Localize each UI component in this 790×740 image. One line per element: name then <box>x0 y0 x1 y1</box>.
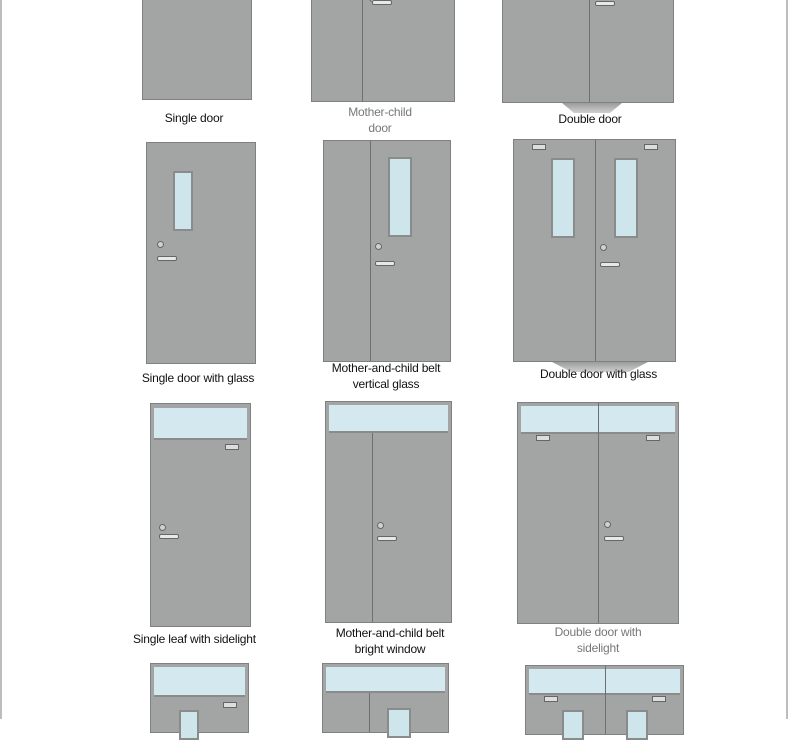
caption-double-door-sidelight-l1: Double door with <box>554 625 642 639</box>
double-door-glass-image <box>513 139 676 362</box>
caption-single-door: Single door <box>164 111 224 125</box>
single-door-transom-glass-image <box>150 663 249 733</box>
mother-child-door-image <box>311 0 455 102</box>
mother-child-transom-glass-image <box>322 663 449 733</box>
caption-mother-child-vertical-l2: vertical glass <box>352 377 420 391</box>
double-door-sidelight-image <box>517 402 679 624</box>
single-door-image <box>142 0 252 100</box>
caption-double-door: Double door <box>558 112 622 126</box>
single-leaf-sidelight-image <box>150 403 251 627</box>
caption-double-door-sidelight-l2: sidelight <box>576 641 620 655</box>
caption-mother-child-bright-l1: Mother-and-child belt <box>335 626 445 640</box>
double-door-transom-glass-image <box>525 665 684 735</box>
single-door-glass-image <box>146 142 256 364</box>
mother-child-vertical-glass-image <box>323 140 451 362</box>
caption-mother-child-door-l1: Mother-child <box>348 105 412 119</box>
caption-mother-child-vertical-l1: Mother-and-child belt <box>331 361 441 375</box>
caption-single-door-glass: Single door with glass <box>141 371 255 385</box>
caption-double-door-glass: Double door with glass <box>540 367 658 381</box>
double-door-image <box>502 0 674 103</box>
mother-child-bright-window-image <box>325 401 452 623</box>
caption-mother-child-bright-l2: bright window <box>354 642 426 656</box>
caption-single-leaf-sidelight: Single leaf with sidelight <box>133 632 256 646</box>
caption-mother-child-door-l2: door <box>368 121 392 135</box>
